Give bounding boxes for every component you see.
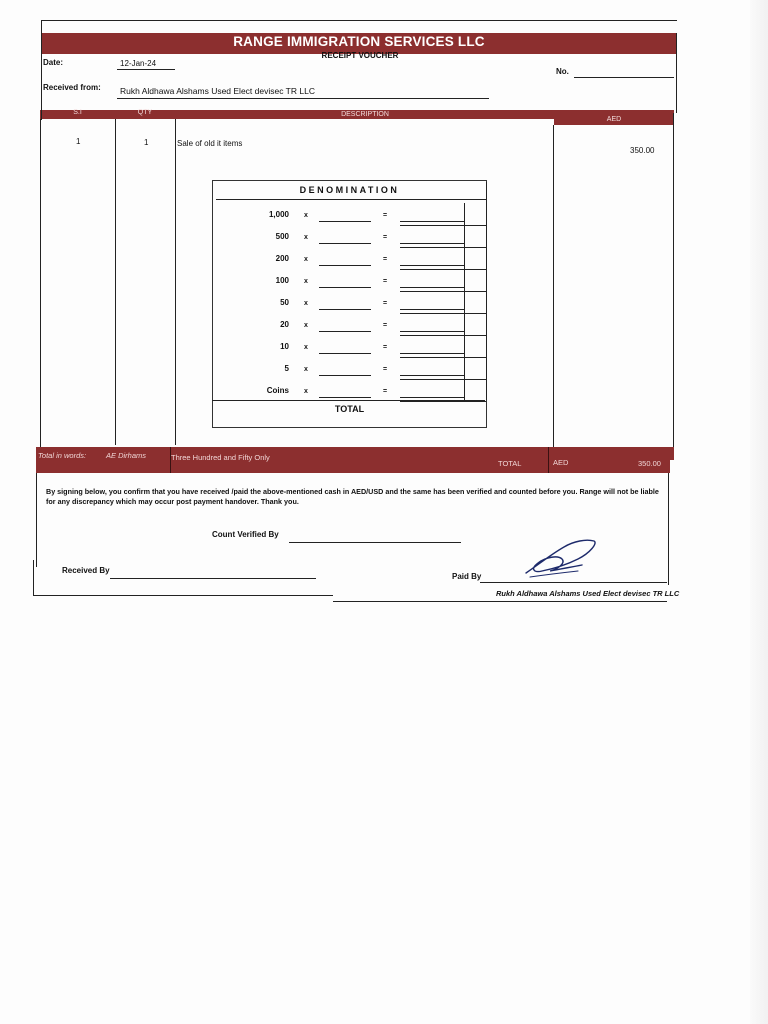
multiply-sign: x — [304, 322, 308, 329]
frame-bottom-left — [33, 595, 333, 596]
equals-sign: = — [383, 366, 388, 373]
multiply-sign: x — [304, 212, 308, 219]
count-field[interactable] — [319, 397, 371, 398]
denomination-value: 200 — [275, 254, 289, 263]
footer-currency: AED — [553, 458, 569, 467]
footer-total-value: 350.00 — [638, 459, 661, 468]
multiply-sign: x — [304, 278, 308, 285]
col-divider-si — [115, 119, 116, 445]
footer-total-label: TOTAL — [498, 459, 522, 468]
frame-right — [673, 113, 674, 453]
multiply-sign: x — [304, 388, 308, 395]
scan-edge-shadow — [750, 0, 768, 1024]
subtotal-field[interactable] — [400, 353, 464, 354]
item-qty: 1 — [144, 138, 149, 147]
denomination-value: 1,000 — [268, 210, 289, 219]
denomination-row-rule — [400, 379, 486, 380]
voucher-type: RECEIPT VOUCHER — [321, 51, 399, 60]
denomination-row-rule — [400, 291, 486, 292]
frame-right-bottom — [668, 470, 669, 585]
words-currency: AE Dirhams — [106, 451, 147, 460]
equals-sign: = — [383, 234, 388, 241]
col-divider-qty — [175, 119, 176, 445]
subtotal-field[interactable] — [400, 243, 464, 244]
denomination-value: Coins — [266, 386, 289, 395]
multiply-sign: x — [304, 300, 308, 307]
subtotal-field[interactable] — [400, 221, 464, 222]
received-by-label: Received By — [62, 566, 110, 575]
count-field[interactable] — [319, 265, 371, 266]
paid-by-label: Paid By — [452, 572, 482, 581]
denomination-row-rule — [400, 269, 486, 270]
denomination-row — [214, 362, 486, 384]
subtotal-field[interactable] — [400, 287, 464, 288]
denomination-row — [214, 252, 486, 274]
equals-sign: = — [383, 256, 388, 263]
equals-sign: = — [383, 344, 388, 351]
col-divider-desc — [553, 125, 554, 447]
frame-left-top — [41, 20, 42, 120]
received-from-underline — [117, 98, 489, 99]
denomination-row-rule — [400, 247, 486, 248]
company-title: RANGE IMMIGRATION SERVICES LLC — [233, 34, 485, 49]
col-aed: AED — [606, 116, 622, 123]
subtotal-field[interactable] — [400, 397, 464, 398]
frame-left — [40, 119, 41, 447]
total-in-words-label: Total in words: — [38, 451, 87, 460]
footer-divider-2 — [548, 447, 549, 473]
count-field[interactable] — [319, 331, 371, 332]
subtotal-field[interactable] — [400, 309, 464, 310]
denomination-row — [214, 340, 486, 362]
date-value: 12-Jan-24 — [120, 59, 157, 68]
count-field[interactable] — [319, 309, 371, 310]
denomination-value: 500 — [275, 232, 289, 241]
multiply-sign: x — [304, 366, 308, 373]
count-verified-label: Count Verified By — [212, 530, 279, 539]
footer-band-bottom — [36, 459, 670, 473]
denomination-row — [214, 318, 486, 340]
count-field[interactable] — [319, 353, 371, 354]
denomination-row — [214, 384, 486, 406]
equals-sign: = — [383, 212, 388, 219]
denomination-row — [214, 230, 486, 252]
received-from-label: Received from: — [43, 83, 101, 92]
count-field[interactable] — [319, 287, 371, 288]
denomination-row-rule — [400, 401, 486, 402]
col-si: S.I — [73, 109, 82, 116]
confirmation-notice: By signing below, you confirm that you have received /paid the above-mentioned cash in AED/USD and the same has been verified and counted before you. Range will not be liable for any discrepancy which may occur post payment handover. Thank you. — [46, 487, 659, 506]
denomination-row-rule — [400, 357, 486, 358]
multiply-sign: x — [304, 256, 308, 263]
date-underline — [117, 69, 175, 70]
subtotal-field[interactable] — [400, 331, 464, 332]
item-si: 1 — [76, 137, 81, 146]
denomination-value: 5 — [284, 364, 289, 373]
payer-signature — [520, 535, 602, 583]
count-field[interactable] — [319, 221, 371, 222]
item-amount: 350.00 — [630, 146, 655, 155]
equals-sign: = — [383, 388, 388, 395]
received-by-line — [110, 578, 316, 579]
denomination-value: 50 — [280, 298, 289, 307]
col-qty: QTY — [137, 109, 153, 116]
count-verified-line — [289, 542, 461, 543]
denomination-value: 10 — [280, 342, 289, 351]
subtotal-field[interactable] — [400, 265, 464, 266]
payer-name: Rukh Aldhawa Alshams Used Elect devisec TR LLC — [496, 589, 680, 598]
frame-right-top — [676, 33, 677, 113]
equals-sign: = — [383, 300, 388, 307]
date-label: Date: — [43, 58, 64, 67]
subtotal-field[interactable] — [400, 375, 464, 376]
col-description: DESCRIPTION — [341, 111, 389, 118]
count-field[interactable] — [319, 243, 371, 244]
denomination-title-rule — [216, 199, 486, 200]
denomination-row — [214, 274, 486, 296]
item-description: Sale of old it items — [177, 139, 243, 148]
voucher-no-label: No. — [556, 67, 569, 76]
denomination-total-label: TOTAL — [334, 404, 365, 414]
multiply-sign: x — [304, 234, 308, 241]
denomination-row — [214, 208, 486, 230]
denomination-title: DENOMINATION — [299, 185, 400, 195]
denomination-row-rule — [400, 313, 486, 314]
denomination-row-rule — [400, 225, 486, 226]
denomination-value: 100 — [275, 276, 289, 285]
denomination-value: 20 — [280, 320, 289, 329]
equals-sign: = — [383, 278, 388, 285]
voucher-no-field — [574, 77, 674, 78]
frame-top — [41, 20, 677, 21]
count-field[interactable] — [319, 375, 371, 376]
denomination-row — [214, 296, 486, 318]
received-from-value: Rukh Aldhawa Alshams Used Elect devisec TR LLC — [120, 86, 315, 96]
denomination-right-edge — [486, 182, 487, 400]
frame-bottom-right — [333, 601, 667, 602]
multiply-sign: x — [304, 344, 308, 351]
amount-in-words: Three Hundred and Fifty Only — [171, 453, 270, 462]
frame-left-foot — [33, 560, 34, 595]
equals-sign: = — [383, 322, 388, 329]
denomination-row-rule — [400, 335, 486, 336]
